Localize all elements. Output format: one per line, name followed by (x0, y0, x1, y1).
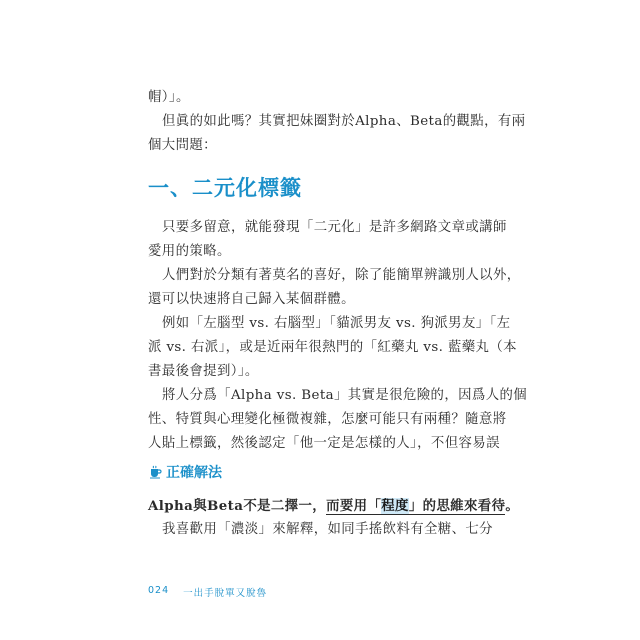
paragraph-line: 派 vs. 右派」，或是近兩年很熱門的「紅藥丸 vs. 藍藥丸（本 (148, 340, 517, 355)
key-sentence-part: 」的思維來看待 (408, 498, 506, 514)
paragraph-line: 但眞的如此嗎？其實把妹圈對於Alpha、Beta的觀點，有兩 (162, 114, 526, 129)
paragraph-line: 例如「左腦型 vs. 右腦型」「貓派男友 vs. 狗派男友」「左 (162, 316, 511, 331)
cup-icon (148, 465, 162, 479)
paragraph-line: 帽）」。 (148, 90, 190, 105)
paragraph-line: 人貼上標籤，然後認定「他一定是怎樣的人」，不但容易誤 (148, 436, 500, 451)
book-title: 一出手脫單又脫魯 (183, 588, 268, 599)
paragraph-line: 書最後會提到）」。 (148, 364, 259, 379)
paragraph-line: 將人分爲「Alpha vs. Beta」其實是很危險的，因爲人的個 (162, 388, 528, 403)
paragraph-line: 只要多留意，就能發現「二元化」是許多網路文章或講師 (162, 220, 507, 235)
paragraph-line: 個大問題： (148, 138, 217, 153)
key-sentence (148, 494, 520, 518)
key-sentence-part: Alpha與Beta不是二擇一， (148, 498, 327, 514)
key-sentence-part: 。 (505, 498, 520, 514)
paragraph-line: 人們對於分類有著莫名的喜好，除了能簡單辨識別人以外， (162, 268, 521, 283)
page-footer (148, 585, 267, 599)
key-sentence-part: 而要用「 (326, 498, 382, 514)
paragraph-line: 還可以快速將自己歸入某個群體。 (148, 292, 355, 307)
page-number: 024 (148, 585, 170, 596)
section-title: 一、二元化標籤 (148, 176, 302, 200)
paragraph-line: 性、特質與心理變化極微複雜，怎麼可能只有兩種？隨意將 (148, 412, 507, 427)
highlighted-text: 程度 (381, 498, 409, 514)
subsection-heading (148, 462, 222, 482)
subsection-title: 正確解法 (166, 465, 222, 481)
paragraph-line: 愛用的策略。 (148, 244, 231, 259)
underlined-text (326, 498, 505, 515)
paragraph-line: 我喜歡用「濃淡」來解釋，如同手搖飲料有全糖、七分 (162, 522, 493, 537)
